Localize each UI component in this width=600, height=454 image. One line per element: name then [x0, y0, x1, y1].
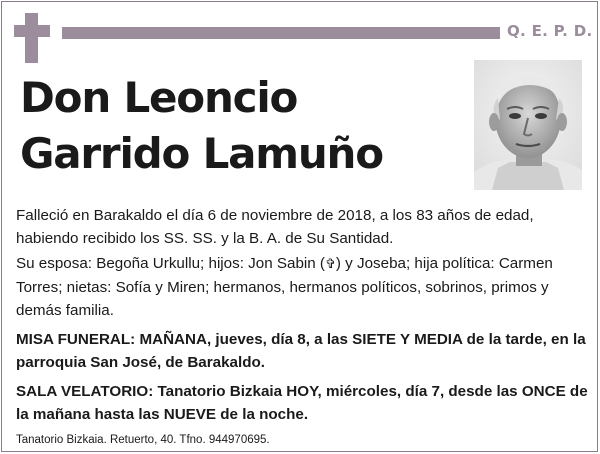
family-paragraph [16, 252, 592, 322]
family-text-end: ) y Joseba; hija política: Carmen Torres; nietas: Sofía y Miren; hermanos, hermanos políticos, sobrinos, primos y demás familia. [16, 255, 553, 319]
name-line-2: Garrido Lamuño [20, 129, 383, 178]
deceased-cross-icon: ✞ [325, 257, 336, 272]
portrait-photo [474, 60, 582, 190]
family-text-start: Su esposa: Begoña Urkullu; hijos: Jon Sabin ( [16, 255, 325, 272]
name-line-1: Don Leoncio [20, 73, 298, 122]
portrait-image [474, 60, 582, 190]
cross-icon-vertical [25, 13, 38, 63]
funeral-mass-paragraph: MISA FUNERAL: MAÑANA, jueves, día 8, a las SIETE Y MEDIA de la tarde, en la parroquia San José, de Barakaldo. [16, 331, 586, 371]
wake-room-paragraph: SALA VELATORIO: Tanatorio Bizkaia HOY, miércoles, día 7, desde las ONCE de la mañana hasta las NUEVE de la noche. [16, 383, 588, 423]
funeral-home-footer: Tanatorio Bizkaia. Retuerto, 40. Tfno. 944970695. [16, 434, 270, 446]
header-band [62, 27, 500, 39]
obituary-card [1, 1, 598, 452]
obituary-body [16, 204, 592, 426]
qepd-label: Q. E. P. D. [507, 22, 593, 40]
death-notice-paragraph: Falleció en Barakaldo el día 6 de noviembre de 2018, a los 83 años de edad, habiendo recibido los SS. SS. y la B. A. de Su Santidad. [16, 207, 534, 247]
cross-icon-horizontal [14, 25, 50, 37]
deceased-name [20, 70, 460, 182]
